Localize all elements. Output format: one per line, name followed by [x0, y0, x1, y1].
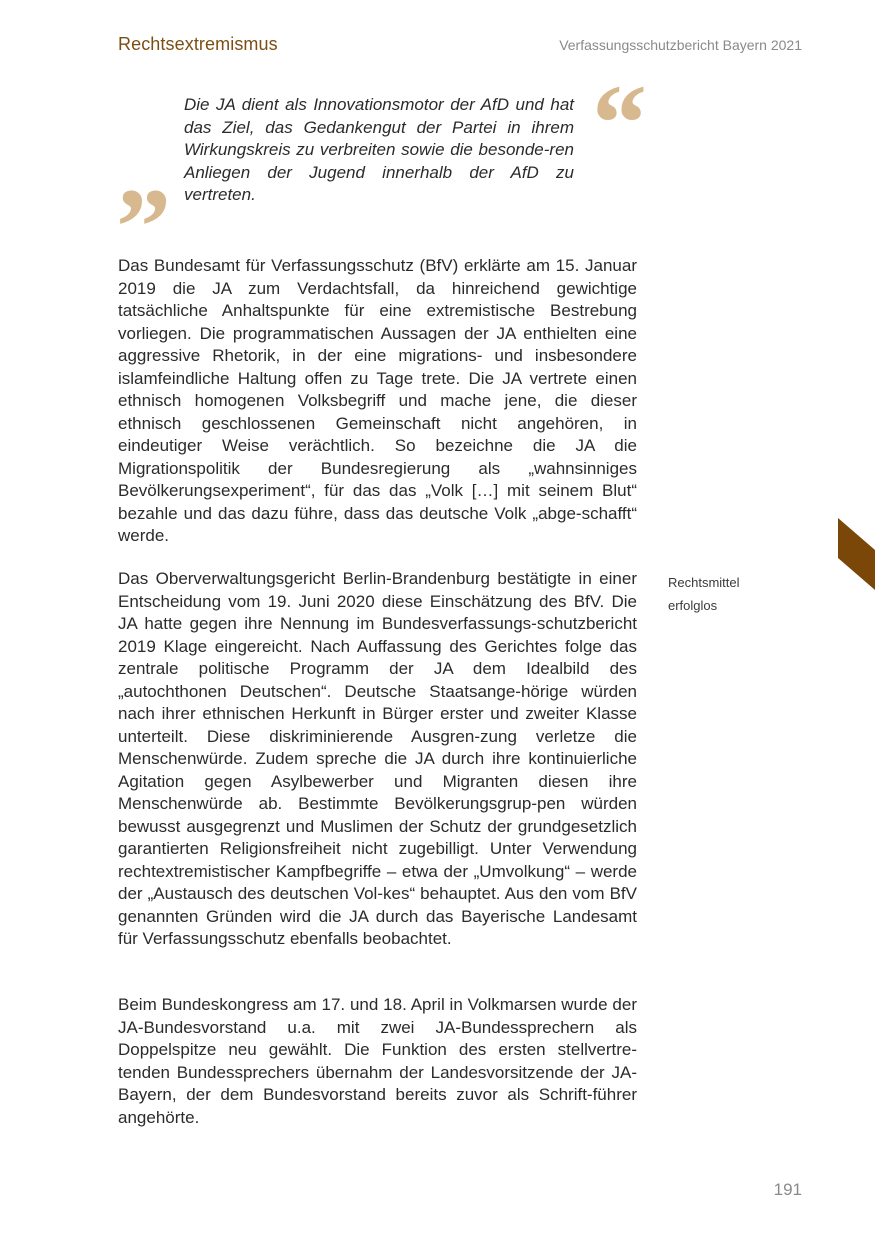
margin-note-line: erfolglos	[668, 598, 718, 613]
section-title: Rechtsextremismus	[118, 34, 278, 54]
page-number: 191	[773, 1180, 802, 1199]
paragraph-bfv-verdachtsfall: Das Bundesamt für Verfassungsschutz (BfV) erklärte am 15. Januar 2019 die JA zum Verdachtsfall, da hinreichend gewichtige tatsächliche Anhaltspunkte für eine extremistische Bestrebung vorliegen. Die programmatischen Aussagen der JA enthielten eine aggressive Rhetorik, in der eine migrations- und insbesondere islamfeindliche Haltung offen zu Tage trete. Die JA vertrete einen ethnisch homogenen Volksbegriff und mache jene, die dieser ethnisch geschlossenen Gemeinschaft nicht angehören, in eindeutiger Weise verächtlich. So bezeichne die JA die Migrationspolitik der Bundesregierung als „wahnsinniges Bevölkerungsexperiment“, für das das „Volk […] mit seinem Blut“ bezahle und das dazu führe, dass das deutsche Volk „abge-schafft“ werde.	[118, 256, 637, 545]
closing-quote-icon: ”	[116, 166, 171, 288]
publication-title: Verfassungsschutzbericht Bayern 2021	[559, 37, 802, 53]
margin-note	[668, 571, 778, 617]
paragraph-bundeskongress: Beim Bundeskongress am 17. und 18. April in Volkmarsen wurde der JA-Bundesvorstand u.a. mit zwei JA-Bundessprechern als Doppelspitze neu gewählt. Die Funktion des ersten stellvertre-tenden Bundessprechers übernahm der Landesvorsitzende der JA-Bayern, der dem Bundesvorstand bereits zuvor als Schrift-führer angehörte.	[118, 995, 637, 1127]
paragraph-ovg-entscheidung: Das Oberverwaltungsgericht Berlin-Brandenburg bestätigte in einer Entscheidung vom 19. Juni 2020 diese Einschätzung des BfV. Die JA hatte gegen ihre Nennung im Bundesverfassungs-schutzbericht 2019 Klage eingereicht. Nach Auffassung des Gerichtes folge das zentrale politische Programm der JA dem Idealbild des „autochthonen Deutschen“. Deutsche Staatsange-hörige würden nach ihrer ethnischen Herkunft in Bürger erster und zweiter Klasse unterteilt. Diese diskriminierende Ausgren-zung verletze die Menschenwürde. Zudem spreche die JA durch ihre kontinuierliche Agitation gegen Asylbewerber und Migranten diesen ihre Menschenwürde ab. Bestimmte Bevölkerungsgrup-pen würden bewusst ausgegrenzt und Muslimen der Schutz der grundgesetzlich garantierten Religionsfreiheit nicht zugebilligt. Unter Verwendung rechtextremistischer Kampfbegriffe – etwa der „Umvolkung“ – werde der „Austausch des deutschen Vol-kes“ behauptet. Aus den vom BfV genannten Gründen wird die JA durch das Bayerische Landesamt für Verfassungsschutz ebenfalls beobachtet.	[118, 569, 637, 948]
margin-note-line: Rechtsmittel	[668, 575, 740, 590]
pull-quote: Die JA dient als Innovationsmotor der AfD und hat das Ziel, das Gedankengut der Partei in ihrem Wirkungskreis zu verbreiten sowie die besonde-ren Anliegen der Jugend innerhalb der AfD zu vertreten.	[184, 95, 574, 204]
opening-quote-icon: “	[592, 62, 647, 184]
chapter-tab-icon	[838, 518, 875, 590]
